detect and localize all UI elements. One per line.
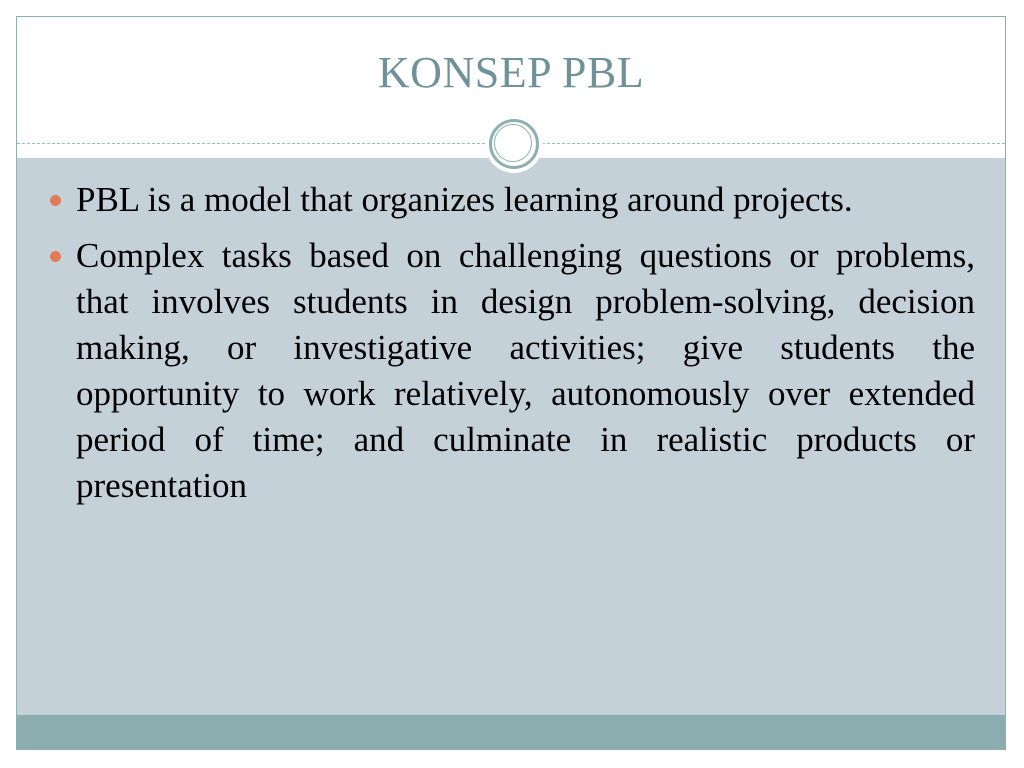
divider-circle-inner-ring — [494, 124, 532, 162]
bullet-dot-icon — [50, 251, 61, 262]
bullet-item — [47, 233, 975, 509]
bullet-item — [47, 177, 975, 223]
bullet-text: PBL is a model that organizes learning around projects. — [76, 180, 853, 219]
bullet-dot-icon — [50, 195, 61, 206]
slide-title: KONSEP PBL — [377, 48, 645, 97]
bullet-text: Complex tasks based on challenging questions or problems, that involves students in design problem-solving, decision making, or investigative activities; give students the opportunity to work relatively, autonomously over extended period of time; and culminate in realistic products or presentation — [76, 236, 975, 505]
footer-bar — [17, 715, 1005, 749]
slide — [16, 16, 1006, 750]
bullet-list — [47, 177, 975, 519]
